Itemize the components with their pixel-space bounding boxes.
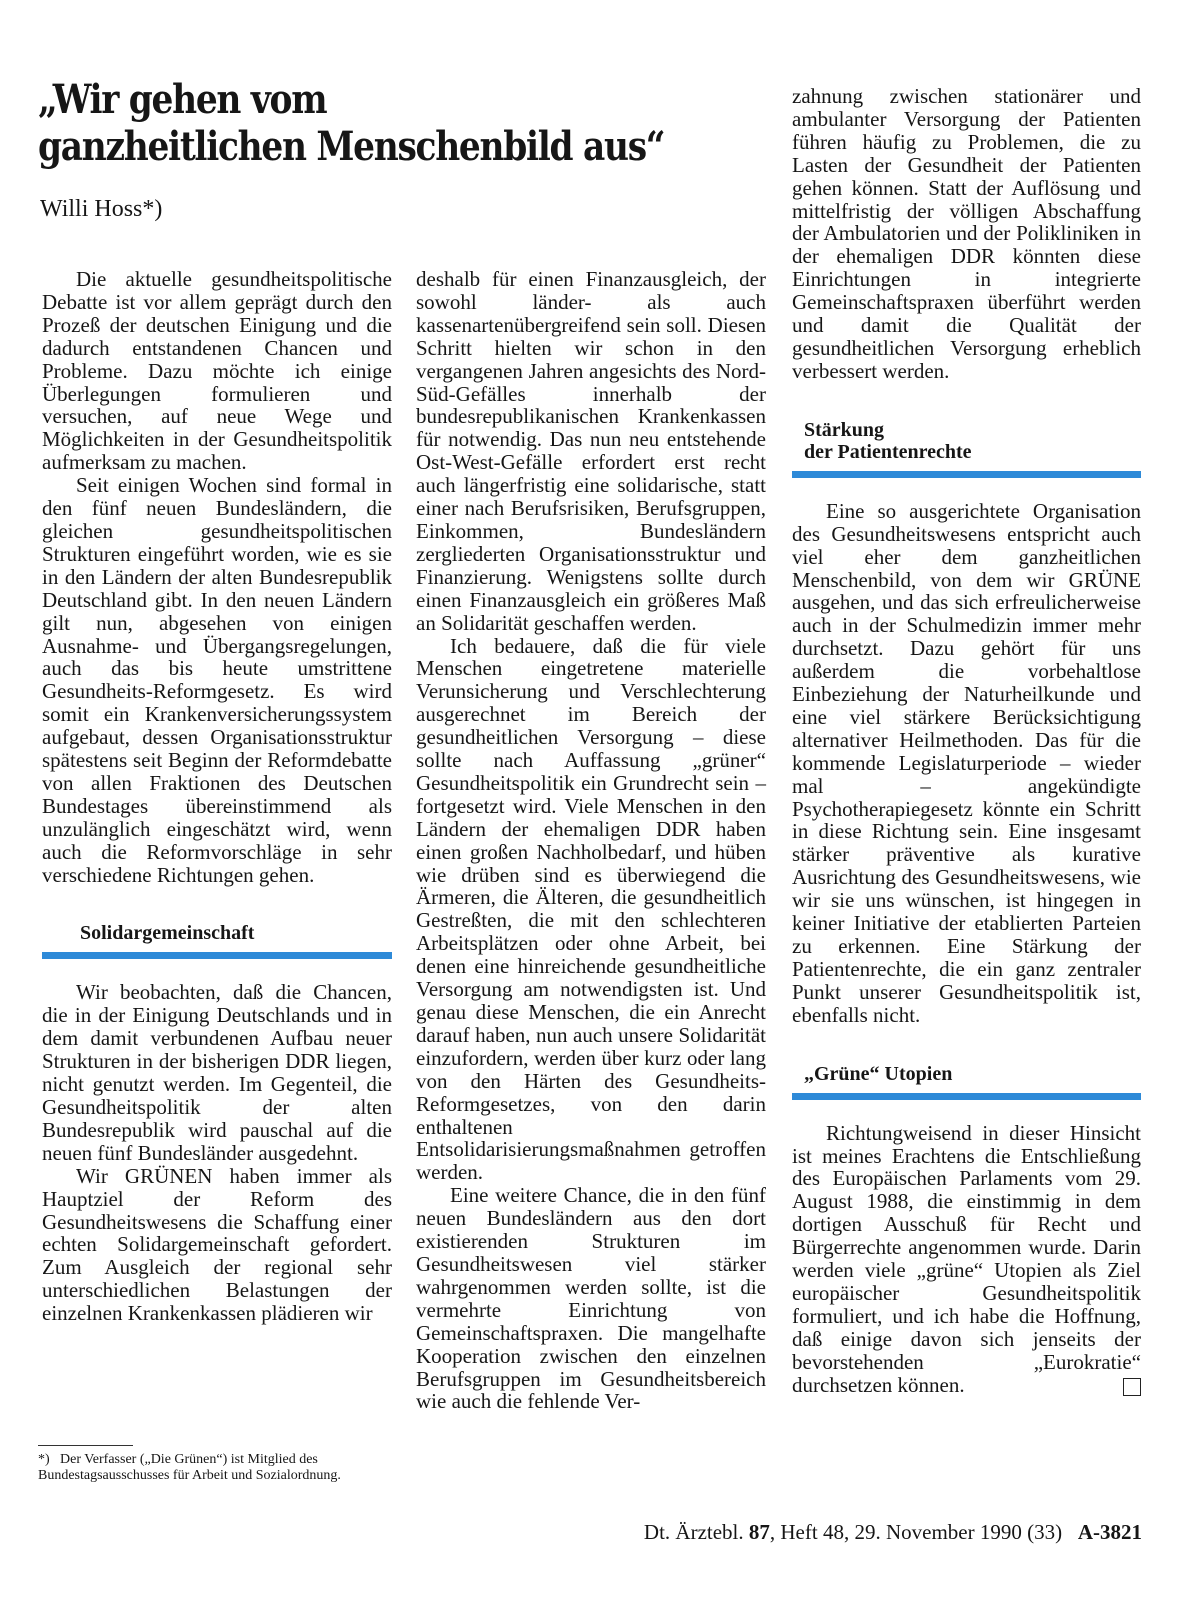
page-footer — [644, 1520, 1142, 1545]
footer-journal: Dt. Ärztebl. — [643, 1520, 744, 1544]
paragraph: Die aktuelle gesundheitspolitische Debatte ist vor allem geprägt durch den Prozeß der deutschen Einigung und die dadurch entstandenen Chancen und Probleme. Dazu möchte ich einige Überlegungen formulieren und versuchen, auf neue Wege und Möglichkeiten in der Gesundheitspolitik aufmerksam zu machen. — [42, 267, 392, 475]
heading-rule — [792, 1093, 1141, 1100]
section-heading-patientenrechte — [792, 419, 1141, 471]
section-heading-block — [792, 1063, 1141, 1100]
heading-rule — [792, 471, 1141, 478]
footnote-rule — [38, 1445, 133, 1446]
section-heading-block — [42, 922, 392, 959]
paragraph: Seit einigen Wochen sind formal in den fünf neuen Bundesländern, die gleichen gesundheitspolitischen Strukturen eingeführt worden, wie es sie in den Ländern der alten Bundesrepublik Deutschland gibt. In den neuen Ländern gilt nun, abgesehen von einigen Ausnahme- und Übergangsregelungen, auch das bis heute umstrittene Gesundheits-Reformgesetz. Es wird somit ein Krankenversicherungssystem aufgebaut, dessen Organisationsstruktur spätestens seit Beginn der Reformdebatte von allen Fraktionen des Deutschen Bundestages übereinstimmend als unzulänglich eingeschätzt wird, wenn auch die Reformvorschläge in sehr verschiedene Richtungen gehen. — [42, 473, 392, 887]
paragraph-text: Richtungweisend in dieser Hinsicht ist meines Erachtens die Entschließung des Europäischen Parlaments vom 29. August 1988, die einstimmig in dem dortigen Ausschuß für Recht und Bürgerrechte angenommen wurde. Darin werden viele „grüne“ Utopien als Ziel europäischer Gesundheitspolitik formuliert, und ich habe die Hoffnung, daß einige davon sich jenseits der bevorstehenden „Eurokratie“ durchsetzen können. — [792, 1120, 1141, 1397]
heading-line: Stärkung — [804, 418, 885, 441]
text-column-2 — [416, 268, 766, 1413]
footer-volume: 87 — [748, 1520, 770, 1544]
heading-rule — [42, 952, 392, 959]
section-heading-solidargemeinschaft: Solidargemeinschaft — [80, 922, 255, 945]
paragraph: Wir beobachten, daß die Chancen, die in der Einigung Deutschlands und in dem damit verbundenen Aufbau neuer Strukturen in der bisherigen DDR liegen, nicht genutzt werden. Im Gegenteil, die Gesundheitspolitik der alten Bundesrepublik wird pauschal auf die neuen fünf Bundesländer ausgedehnt. — [42, 980, 392, 1165]
heading-line: der Patientenrechte — [804, 440, 972, 463]
paragraph: Ich bedauere, daß die für viele Menschen eingetretene materielle Verunsicherung und Verschlechterung ausgerechnet im Bereich der gesundheitlichen Versorgung – diese sollte nach Auffassung „grüner“ Gesundheitspolitik ein Grundrecht sein – fortgesetzt wird. Viele Menschen in den Ländern der ehemaligen DDR haben einen großen Nachholbedarf, und hüben wie drüben sind es überwiegend die Ärmeren, die Älteren, die gesundheitlich Gestreßten, die mit den schlechteren Arbeitsplätzen oder ohne Arbeit, bei denen eine hinreichende gesundheitliche Versorgung am notwendigsten ist. Und genau diese Menschen, die ein Anrecht darauf haben, nun auch unsere Solidarität einzufordern, werden über kurz oder lang von den Härten des Gesundheits-Reformgesetzes, von den darin enthaltenen Entsolidarisierungsmaßnahmen getroffen werden. — [416, 633, 766, 1185]
end-of-article-icon — [1123, 1378, 1141, 1396]
article-title-line-2: ganzheitlichen Menschenbild aus“ — [38, 123, 665, 170]
footnote-mark: *) — [38, 1452, 50, 1467]
footnote — [38, 1452, 398, 1484]
article-author: Willi Hoss*) — [40, 196, 163, 222]
paragraph — [792, 1122, 1141, 1397]
article-title — [38, 76, 665, 170]
footer-issue: , Heft 48, 29. November 1990 (33) — [769, 1520, 1063, 1544]
paragraph: deshalb für einen Finanzausgleich, der sowohl länder- als auch kassenartenübergreifend sein soll. Diesen Schritt hielten wir schon in den vergangenen Jahren angesichts des Nord-Süd-Gefälles innerhalb der bundesrepublikanischen Krankenkassen für notwendig. Das nun neu entstehende Ost-West-Gefälle erfordert erst recht auch längerfristig eine solidarische, statt einer nach Berufsrisiken, Berufsgruppen, Einkommen, Bundesländern zergliederten Organisationsstruktur und Finanzierung. Wenigstens sollte durch einen Finanzausgleich ein größeres Maß an Solidarität geschaffen werden. — [416, 267, 766, 635]
article-title-line-1: „Wir gehen vom — [38, 76, 327, 123]
footer-page-number: A-3821 — [1077, 1520, 1142, 1544]
paragraph: zahnung zwischen stationärer und ambulanter Versorgung der Patienten führen häufig zu Problemen, die zu Lasten der Gesundheit der Patienten gehen können. Statt der Auflösung und mittelfristig der völligen Abschaffung der Ambulatorien und der Polikliniken in der ehemaligen DDR könnten diese Einrichtungen in integrierte Gemeinschaftspraxen überführt werden und damit die Qualität der gesundheitlichen Versorgung erheblich verbessert werden. — [792, 84, 1141, 383]
section-heading-utopien: „Grüne“ Utopien — [804, 1062, 953, 1085]
paragraph: Eine weitere Chance, die in den fünf neuen Bundesländern aus den dort existierenden Strukturen im Gesundheitswesen viel stärker wahrgenommen werden sollte, ist die vermehrte Einrichtung von Gemeinschaftspraxen. Die mangelhafte Kooperation zwischen den einzelnen Berufsgruppen im Gesundheitsbereich wie auch die fehlende Ver- — [416, 1183, 766, 1414]
paragraph: Eine so ausgerichtete Organisation des Gesundheitswesens entspricht auch viel eher dem ganzheitlichen Menschenbild, von dem wir GRÜNE ausgehen, und das sich erfreulicherweise auch in der Schulmedizin immer mehr durchsetzt. Dazu gehört für uns außerdem die vorbehaltlose Einbeziehung der Naturheilkunde und eine viel stärkere Berücksichtigung alternativer Heilmethoden. Das für die kommende Legislaturperiode – wieder mal – angekündigte Psychotherapiegesetz könnte ein Schritt in diese Richtung sein. Eine insgesamt stärker präventive als kurative Ausrichtung des Gesundheitswesens, wie wir sie uns wünschen, ist hingegen in keiner Initiative der etablierten Parteien zu erkennen. Eine Stärkung der Patientenrechte, die ein ganz zentraler Punkt unserer Gesundheitspolitik ist, ebenfalls nicht. — [792, 498, 1141, 1027]
footnote-text: Der Verfasser („Die Grünen“) ist Mitglied des Bundestagsausschusses für Arbeit und Sozialordnung. — [38, 1452, 341, 1483]
section-heading-block — [792, 419, 1141, 478]
text-column-1 — [42, 268, 392, 1325]
paragraph: Wir GRÜNEN haben immer als Hauptziel der Reform des Gesundheitswesens die Schaffung einer echten Solidargemeinschaft gefordert. Zum Ausgleich der regional sehr unterschiedlichen Belastungen der einzelnen Krankenkassen plädieren wir — [42, 1163, 392, 1326]
text-column-3 — [792, 85, 1141, 1397]
